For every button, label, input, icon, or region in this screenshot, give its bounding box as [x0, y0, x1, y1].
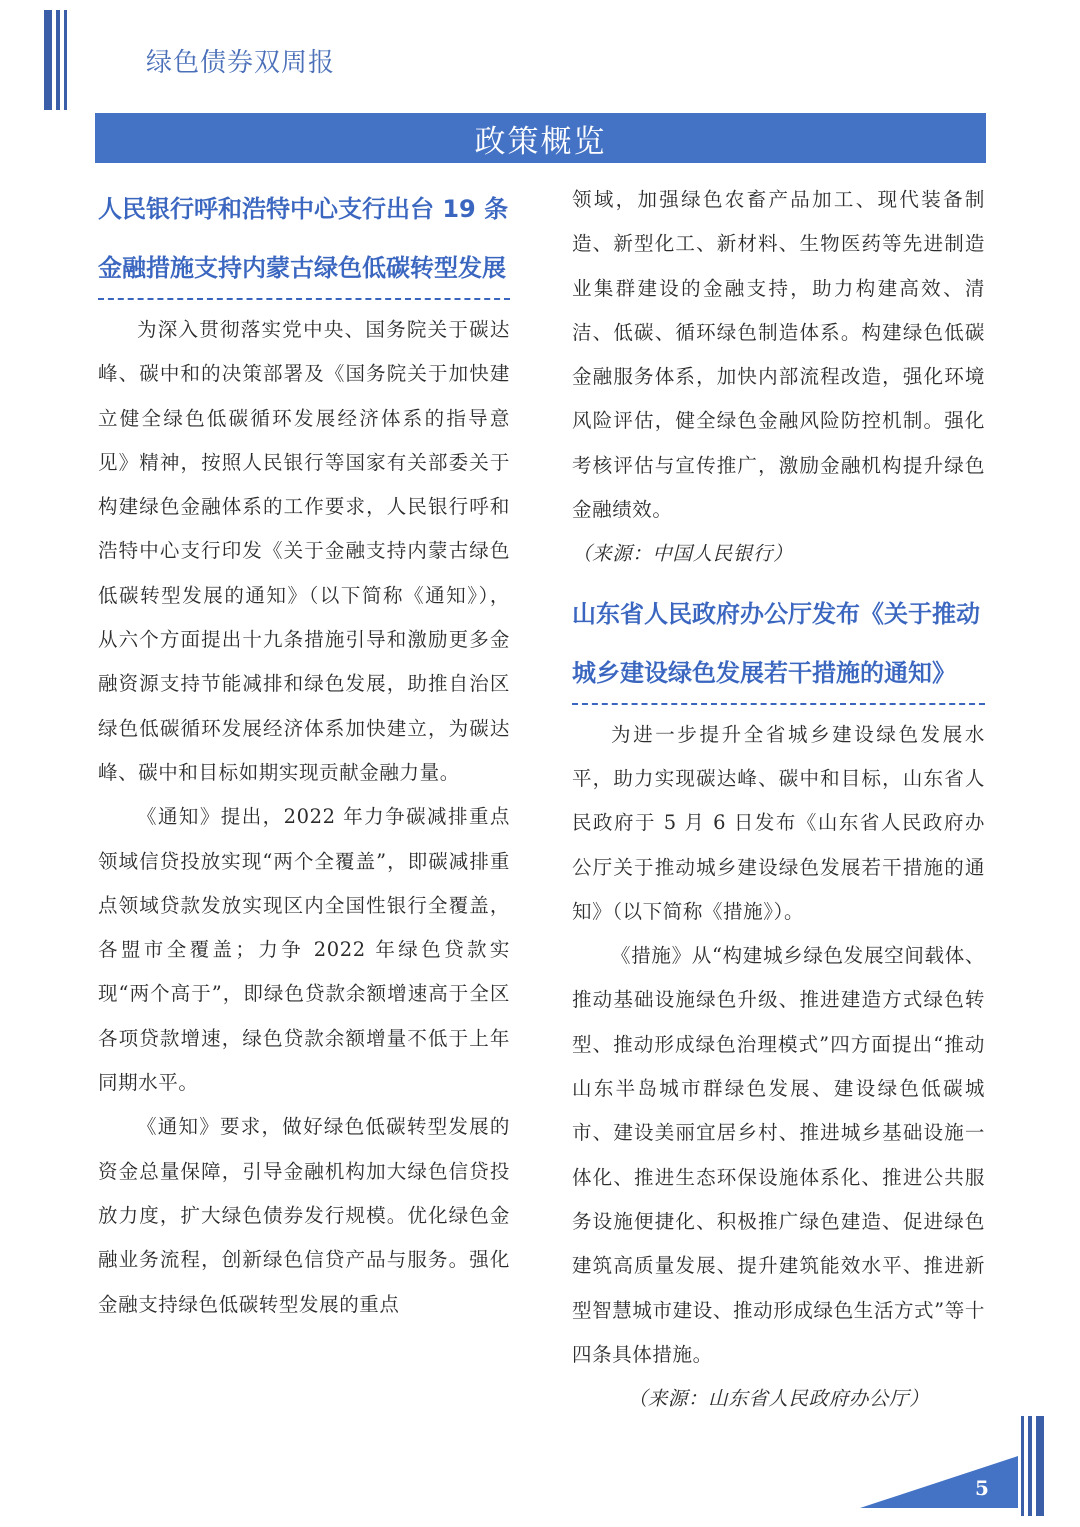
publication-name: 绿色债券双周报: [146, 48, 336, 78]
section-title: 政策概览: [474, 123, 607, 160]
article-title: 山东省人民政府办公厅发布《关于推动城乡建设绿色发展若干措施的通知》: [572, 599, 980, 687]
decoration-bar: [44, 10, 52, 110]
article-paragraph: 《通知》要求，做好绿色低碳转型发展的资金总量保障，引导金融机构加大绿色信贷投放力度，扩大绿色债券发行规模。优化绿色金融业务流程，创新绿色信贷产品与服务。强化金融支持绿色低碳转型发展的重点: [98, 1115, 510, 1316]
footer-decoration-bars: [1021, 1416, 1044, 1516]
left-column: [98, 180, 510, 1327]
article-paragraph-continued: 领域，加强绿色农畜产品加工、现代装备制造、新型化工、新材料、生物医药等先进制造业集群建设的金融支持，助力构建高效、清洁、低碳、循环绿色制造体系。构建绿色低碳金融服务体系，加快内部流程改造，强化环境风险评估，健全绿色金融风险防控机制。强化考核评估与宣传推广，激励金融机构提升绿色金融绩效。: [572, 188, 985, 522]
decoration-bar: [1036, 1416, 1044, 1516]
title-divider: [572, 703, 985, 705]
article-paragraph: 《措施》从“构建城乡绿色发展空间载体、推动基础设施绿色升级、推进建造方式绿色转型、推动形成绿色治理模式”四方面提出“推动山东半岛城市群绿色发展、建设绿色低碳城市、建设美丽宜居乡村、推进城乡基础设施一体化、推进生态环保设施体系化、推进公共服务设施便捷化、积极推广绿色建造、促进绿色建筑高质量发展、提升建筑能效水平、推进新型智慧城市建设、推动形成绿色生活方式”等十四条具体措施。: [572, 944, 985, 1366]
decoration-bar: [56, 10, 60, 110]
right-column: [572, 178, 985, 1421]
page-number: 5: [975, 1476, 989, 1500]
article-source: （来源：山东省人民政府办公厅）: [627, 1387, 930, 1411]
section-banner: [95, 113, 986, 163]
decoration-bar: [64, 10, 67, 110]
decoration-bar: [1028, 1416, 1032, 1516]
article-source: （来源：中国人民银行）: [572, 542, 794, 566]
header-decoration-bars: [44, 10, 67, 110]
page-corner-triangle: [860, 1456, 1018, 1508]
article-title: 人民银行呼和浩特中心支行出台 19 条金融措施支持内蒙古绿色低碳转型发展: [98, 195, 509, 282]
decoration-bar: [1021, 1416, 1024, 1516]
article-paragraph: 为深入贯彻落实党中央、国务院关于碳达峰、碳中和的决策部署及《国务院关于加快建立健全绿色低碳循环发展经济体系的指导意见》精神，按照人民银行等国家有关部委关于构建绿色金融体系的工作要求，人民银行呼和浩特中心支行印发《关于金融支持内蒙古绿色低碳转型发展的通知》（以下简称《通知》），从六个方面提出十九条措施引导和激励更多金融资源支持节能减排和绿色发展，助推自治区绿色低碳循环发展经济体系加快建立，为碳达峰、碳中和目标如期实现贡献金融力量。: [98, 318, 510, 784]
article-paragraph: 为进一步提升全省城乡建设绿色发展水平，助力实现碳达峰、碳中和目标，山东省人民政府于 5 月 6 日发布《山东省人民政府办公厅关于推动城乡建设绿色发展若干措施的通知》（以下简称《措施》）。: [572, 722, 985, 923]
article-paragraph: 《通知》提出，2022 年力争碳减排重点领域信贷投放实现“两个全覆盖”，即碳减排重点领域贷款发放实现区内全国性银行全覆盖，各盟市全覆盖；力争 2022 年绿色贷款实现“两个高于”，即绿色贷款余额增速高于全区各项贷款增速，绿色贷款余额增量不低于上年同期水平。: [98, 805, 510, 1095]
title-divider: [98, 298, 510, 300]
